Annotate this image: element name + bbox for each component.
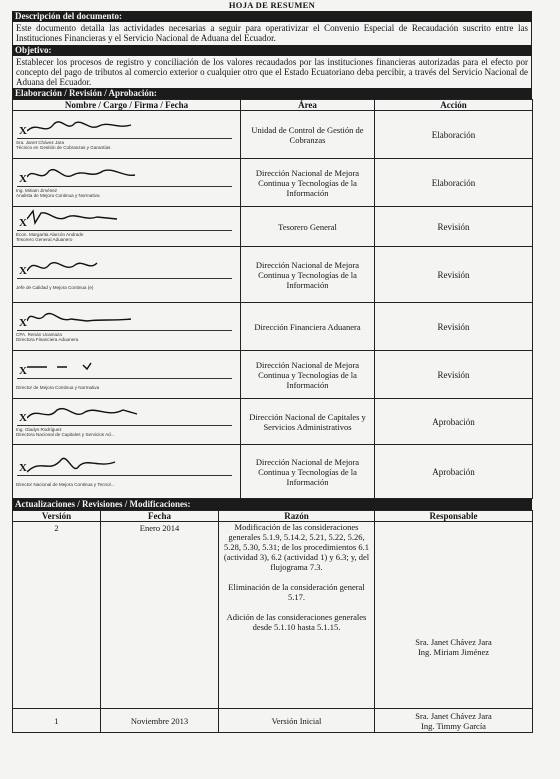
signature-cell xyxy=(13,159,241,207)
signature-cell xyxy=(13,111,241,159)
signature-line xyxy=(17,425,232,426)
signer-role: Jefe de Calidad y Mejora Continua (e) xyxy=(16,285,94,291)
signer-role: Directora Financiera Aduanera xyxy=(16,337,79,343)
signer-name: Ing. Miriam Jiménez xyxy=(16,188,58,194)
column-header-razon: Razón xyxy=(219,511,375,522)
column-header-version: Versión xyxy=(13,511,101,522)
column-header-nombre: Nombre / Cargo / Firma / Fecha xyxy=(13,100,241,111)
accion-cell: Aprobación xyxy=(375,445,533,499)
signer-name: Econ. Margarita Alarcón Andrade xyxy=(16,232,84,238)
table-row xyxy=(13,207,533,247)
approval-table xyxy=(12,99,533,499)
version-cell: 1 xyxy=(13,709,101,733)
objetivo-text: Establecer los procesos de registro y conciliación de los valores recaudados por las instituciones financieras autorizadas para el efecto por concepto del pago de tributos al comercio exterior o cualquier otro que el Estado Ecuatoriano deba percibir, a través del Servicio Nacional de Aduana del Ecuador. xyxy=(12,56,532,89)
table-row xyxy=(13,111,533,159)
signature-cell xyxy=(13,445,241,499)
area-cell: Dirección Nacional de Capitales y Servicios Administrativos xyxy=(241,399,375,445)
razon-text: Eliminación de la consideración general 5.17. xyxy=(228,582,365,603)
column-header-responsable: Responsable xyxy=(375,511,533,522)
accion-cell: Revisión xyxy=(375,207,533,247)
signature-x-mark: X xyxy=(19,317,27,330)
signer-role: Directora Nacional de Capitales y Servicios Ad... xyxy=(16,432,115,438)
signature-line xyxy=(17,138,232,139)
signer-role: Tesorero General Aduanero xyxy=(16,237,73,243)
signature-line xyxy=(17,230,232,231)
table-row xyxy=(13,709,533,733)
area-cell: Dirección Nacional de Mejora Continua y Tecnologías de la Información xyxy=(241,247,375,303)
area-cell: Dirección Nacional de Mejora Continua y Tecnologías de la Información xyxy=(241,351,375,399)
responsable-text: Ing. Timmy García xyxy=(421,720,486,731)
area-cell: Unidad de Control de Gestión de Cobranzas xyxy=(241,111,375,159)
accion-cell: Revisión xyxy=(375,303,533,351)
signature-cell xyxy=(13,303,241,351)
signature-line xyxy=(17,186,232,187)
section-header-elaboracion: Elaboración / Revisión / Aprobación: xyxy=(12,88,532,99)
descripcion-text: Este documento detalla las actividades necesarias a seguir para operativizar el Convenio Especial de Recaudación suscrito entre las Instituciones Financieras y el Servicio Nacional de Aduana del Ecuador. xyxy=(12,22,532,45)
razon-text: Adición de las consideraciones generales desde 5.1.10 hasta 5.1.15. xyxy=(226,612,367,633)
column-header-fecha: Fecha xyxy=(101,511,219,522)
responsable-text: Sra. Janet Chávez Jara xyxy=(415,710,492,721)
table-row xyxy=(13,247,533,303)
fecha-cell: Enero 2014 xyxy=(101,522,219,709)
signer-role: Director Nacional de Mejora Continua y Tecnol... xyxy=(16,482,115,488)
section-header-descripcion: Descripción del documento: xyxy=(12,11,532,22)
signature-cell xyxy=(13,207,241,247)
signer-role: Analista de Mejora Continua y Normativa xyxy=(16,193,100,199)
signature-x-mark: X xyxy=(19,412,27,425)
updates-table xyxy=(12,510,533,733)
signer-name: Sra. Janet Chávez Jara xyxy=(16,140,65,146)
table-row xyxy=(13,399,533,445)
responsable-text: Ing. Miriam Jiménez xyxy=(417,646,490,657)
area-cell: Dirección Financiera Aduanera xyxy=(241,303,375,351)
table-row xyxy=(13,159,533,207)
signer-name: Ing. Gladys Rodríguez xyxy=(16,427,62,433)
signer-role: Director de Mejora Continua y Normativa xyxy=(16,385,100,391)
accion-cell: Revisión xyxy=(375,247,533,303)
table-row xyxy=(13,522,533,709)
signer-role: Técnico en Gestión de Cobranzas y Garantías xyxy=(16,145,111,151)
razon-text: Modificación de las consideraciones generales 5.1.9, 5.14.2, 5.21, 5.22, 5.26, 5.28, 5.30, 5.31; de los procedimientos 6.1 (actividad 3), 6.2 (actividad 1) y 6.3; y, del flujograma 7.3. xyxy=(223,522,370,573)
table-row xyxy=(13,445,533,499)
signature-cell xyxy=(13,247,241,303)
area-cell: Tesorero General xyxy=(241,207,375,247)
signature-cell xyxy=(13,399,241,445)
signature-x-mark: X xyxy=(19,462,27,475)
fecha-cell: Noviembre 2013 xyxy=(101,709,219,733)
section-header-actualizaciones: Actualizaciones / Revisiones / Modificaciones: xyxy=(12,499,532,510)
table-row xyxy=(13,351,533,399)
accion-cell: Aprobación xyxy=(375,399,533,445)
signature-line xyxy=(17,330,232,331)
document-title: HOJA DE RESUMEN xyxy=(228,0,316,10)
section-header-objetivo: Objetivo: xyxy=(12,45,532,56)
signature-x-mark: X xyxy=(19,125,27,138)
column-header-accion: Acción xyxy=(375,100,533,111)
signature-line xyxy=(17,378,232,379)
approval-header-row xyxy=(13,100,533,111)
razon-cell xyxy=(219,522,375,709)
updates-header-row xyxy=(13,511,533,522)
column-header-area: Área xyxy=(241,100,375,111)
responsable-text: Sra. Janet Chávez Jara xyxy=(415,636,492,647)
area-cell: Dirección Nacional de Mejora Continua y Tecnologías de la Información xyxy=(241,445,375,499)
area-cell: Dirección Nacional de Mejora Continua y Tecnologías de la Información xyxy=(241,159,375,207)
signature-x-mark: X xyxy=(19,365,27,378)
signature-x-mark: X xyxy=(19,173,27,186)
table-row xyxy=(13,303,533,351)
responsable-cell xyxy=(375,709,533,733)
version-cell: 2 xyxy=(13,522,101,709)
accion-cell: Elaboración xyxy=(375,159,533,207)
signer-name: CPA. Renán Ucamaza xyxy=(16,332,62,338)
signature-x-mark: X xyxy=(19,217,27,230)
razon-cell: Versión Inicial xyxy=(219,709,375,733)
signature-line xyxy=(17,475,232,476)
signature-x-mark: X xyxy=(19,265,27,278)
signature-cell xyxy=(13,351,241,399)
accion-cell: Revisión xyxy=(375,351,533,399)
responsable-cell xyxy=(375,522,533,709)
signature-line xyxy=(17,278,232,279)
document-page xyxy=(12,0,532,733)
accion-cell: Elaboración xyxy=(375,111,533,159)
